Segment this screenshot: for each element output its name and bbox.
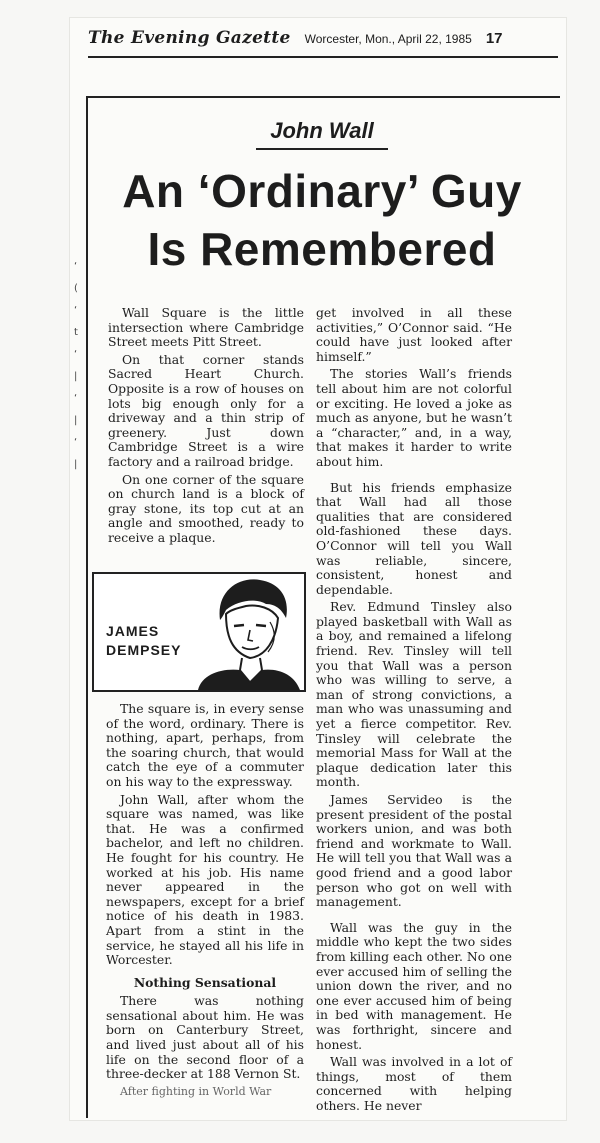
paragraph: On one corner of the square on church land is a block of gray stone, its top cut at an angle and smoothed, ready to receive a plaque. bbox=[108, 471, 304, 545]
headline bbox=[92, 162, 552, 278]
column-1-top bbox=[108, 306, 304, 549]
dateline: Worcester, Mon., April 22, 1985 bbox=[304, 32, 472, 46]
page-number: 17 bbox=[485, 30, 503, 47]
headline-line-1: An ‘Ordinary’ Guy bbox=[122, 165, 522, 217]
article-kicker: John Wall bbox=[256, 118, 388, 150]
page-folio bbox=[88, 28, 558, 58]
subheading: Nothing Sensational bbox=[133, 974, 277, 990]
masthead-name: The Evening Gazette bbox=[88, 28, 291, 48]
column-1-bottom bbox=[106, 702, 304, 1102]
column-2 bbox=[316, 306, 512, 1116]
columnist-first-name: JAMES bbox=[106, 623, 160, 639]
columnist-byline-box bbox=[92, 572, 306, 692]
paragraph: Rev. Edmund Tinsley also played basketball with Wall as a boy, and remained a lifelong friend. Rev. Tinsley will tell you that Wall was a person who was willing to serve, a man of strong convictions, a man who was unassuming and yet a fierce competitor. Rev. Tinsley will celebrate the memorial Mass for Wall at the plaque dedication later this month. bbox=[316, 599, 512, 790]
cut-off-line: After fighting in World War bbox=[120, 1084, 272, 1098]
paragraph: John Wall, after whom the square was named, was like that. He was a confirmed bachelor, and left no children. He fought for his country. He worked at his job. His name never appeared in the newspapers, except for a brief notice of his death in 1983. Apart from a stint in the service, he stayed all his life in Worcester. bbox=[106, 791, 304, 968]
adjacent-column-fragments: ‘ ( ‘ t ‘ | ‘ | ‘ | bbox=[74, 261, 78, 470]
paragraph: On that corner stands Sacred Heart Church. Opposite is a row of houses on lots big enough only for a driveway and a thin strip of greenery. Just down Cambridge Street is a wire factory and a railroad bridge. bbox=[108, 351, 304, 469]
paragraph: James Servideo is the present president of the postal workers union, and was both friend and workmate to Wall. He will tell you that Wall was a good friend and a good labor person who got on well with management. bbox=[316, 792, 512, 910]
paragraph: There was nothing sensational about him. He was born on Canterbury Street, and lived just about all of his life on the second floor of a three-decker at 188 Vernon St. bbox=[106, 993, 304, 1082]
columnist-portrait-sketch bbox=[192, 574, 302, 690]
paragraph: The square is, in every sense of the word, ordinary. There is nothing, apart, perhaps, from the soaring church, that would catch the eye of a commuter on his way to the expressway. bbox=[106, 701, 304, 789]
headline-line-2: Is Remembered bbox=[147, 223, 497, 275]
paragraph: The stories Wall’s friends tell about him are not colorful or exciting. He loved a joke as much as anyone, but he wasn’t a “character,” and, in a way, that makes it harder to write about him. bbox=[316, 366, 512, 469]
paragraph: Wall Square is the little intersection where Cambridge Street meets Pitt Street. bbox=[108, 305, 304, 350]
paragraph: But his friends emphasize that Wall had all those qualities that are considered old-fashioned these days. O’Connor will tell you Wall was reliable, sincere, consistent, honest and dependable. bbox=[316, 479, 512, 597]
paragraph: Wall was involved in a lot of things, most of them concerned with helping others. He never bbox=[316, 1054, 512, 1113]
columnist-name bbox=[106, 622, 181, 660]
paragraph: Wall was the guy in the middle who kept the two sides from killing each other. No one ever accused him of selling the union down the river, and no one ever accused him of being in bed with management. He was forthright, sincere and honest. bbox=[316, 919, 512, 1052]
columnist-last-name: DEMPSEY bbox=[106, 642, 182, 658]
paragraph: get involved in all these activities,” O’Connor said. “He could have just looked after himself.” bbox=[316, 305, 512, 364]
